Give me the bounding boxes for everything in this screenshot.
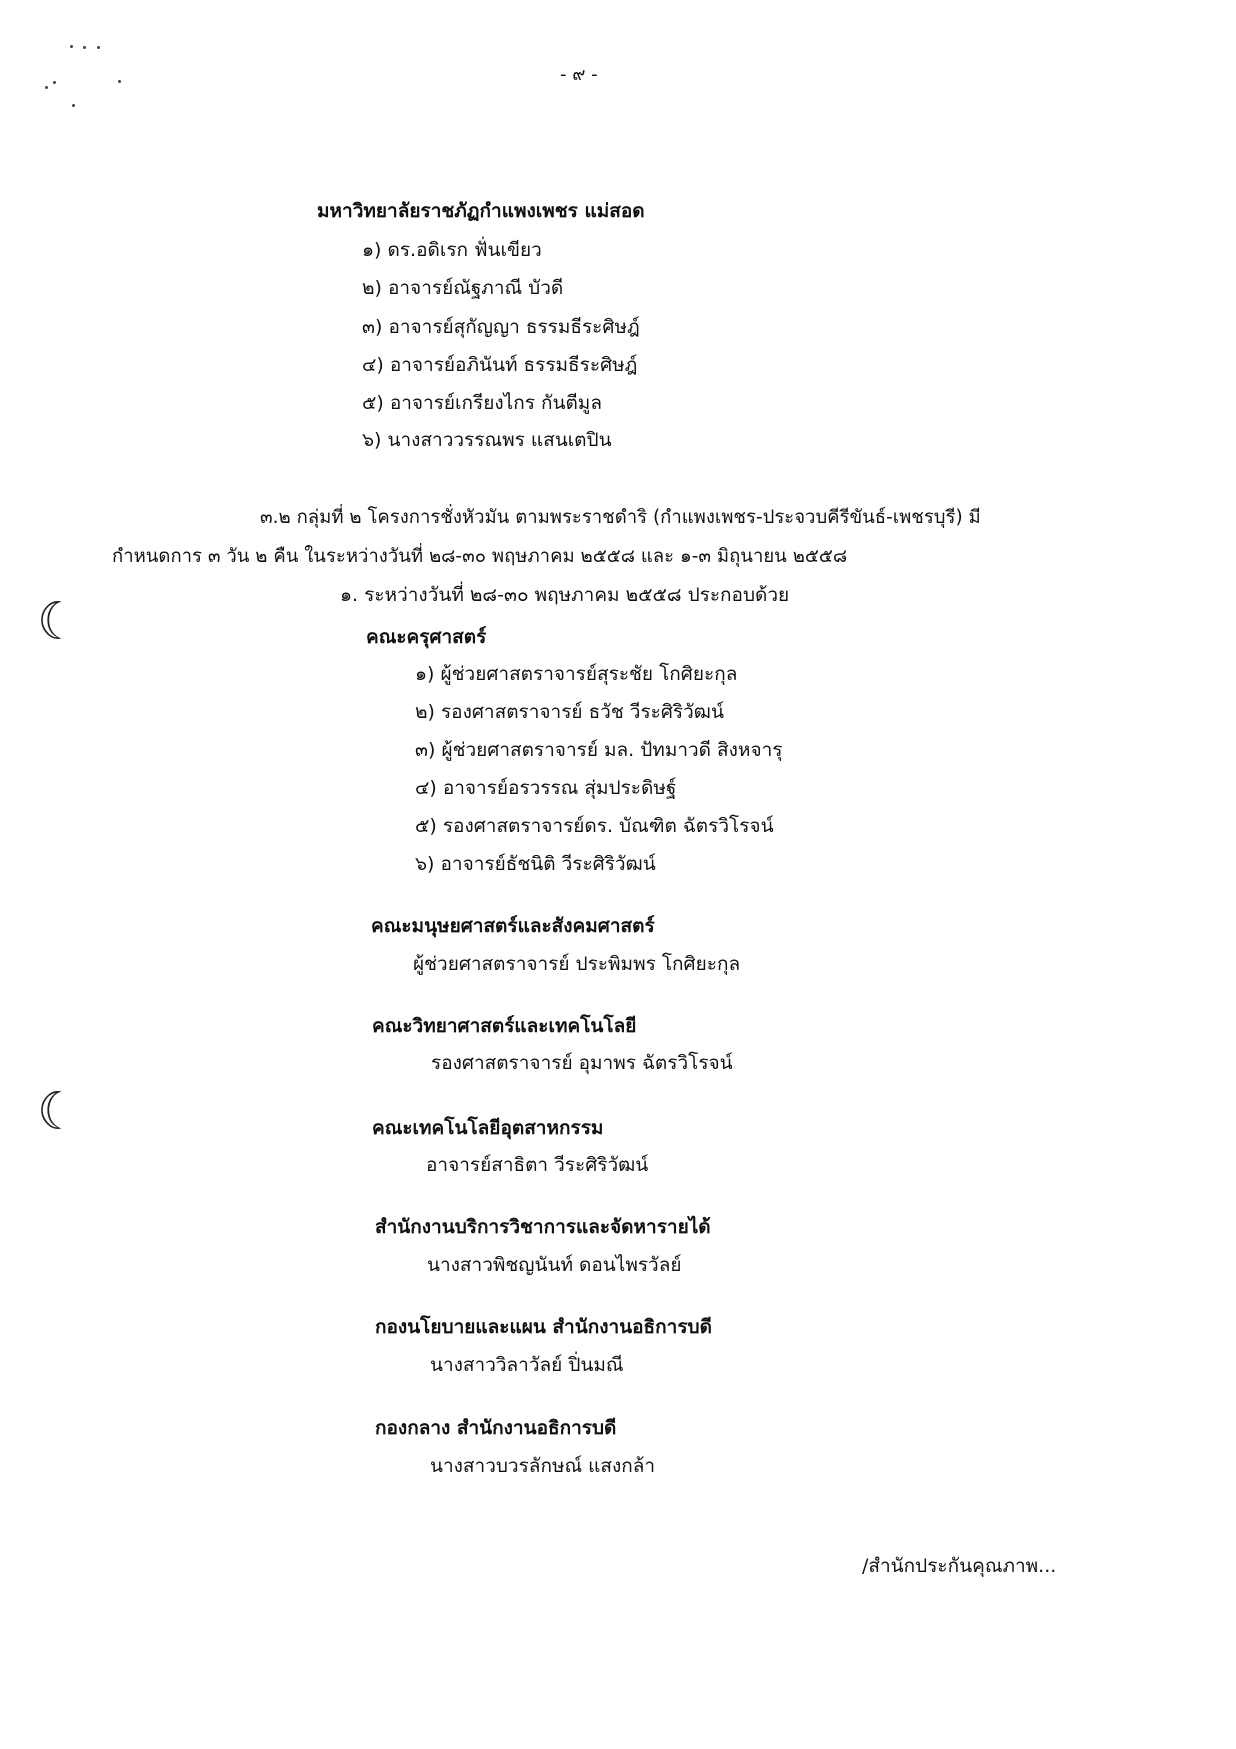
- unit-heading: สำนักงานบริการวิชาการและจัดหารายได้: [375, 1216, 711, 1238]
- faculty-education-heading: คณะครุศาสตร์: [366, 626, 487, 648]
- group2-paragraph-line1: ๓.๒ กลุ่มที่ ๒ โครงการชั่งหัวมัน ตามพระราชดำริ (กำแพงเพชร-ประจวบคีรีขันธ์-เพชรบุรี) มี: [260, 507, 981, 528]
- unit-member: นางสาวบวรลักษณ์ แสงกล้า: [430, 1455, 656, 1477]
- unit-member: นางสาวพิชญนันท์ ดอนไพรวัลย์: [427, 1254, 682, 1276]
- section1-member: ๔) อาจารย์อภินันท์ ธรรมธีระศิษฎ์: [362, 354, 638, 376]
- binding-hole-mark: ☾: [37, 1082, 78, 1142]
- unit-heading: กองกลาง สำนักงานอธิการบดี: [375, 1417, 617, 1439]
- faculty-education-member: ๔) อาจารย์อรวรรณ สุ่มประดิษฐ์: [415, 777, 677, 799]
- section1-member: ๒) อาจารย์ณัฐภาณี บัวดี: [362, 277, 564, 299]
- faculty-education-member: ๖) อาจารย์ธัชนิติ วีระศิริวัฒน์: [415, 853, 656, 875]
- binding-hole-mark: ☾: [37, 592, 78, 652]
- unit-heading: คณะเทคโนโลยีอุตสาหกรรม: [372, 1117, 604, 1139]
- scan-speck: [53, 81, 56, 84]
- faculty-education-member: ๓) ผู้ช่วยศาสตราจารย์ มล. ปัทมาวดี สิงหจารุ: [415, 739, 783, 761]
- unit-member: ผู้ช่วยศาสตราจารย์ ประพิมพร โกศิยะกุล: [413, 953, 741, 975]
- unit-member: รองศาสตราจารย์ อุมาพร ฉัตรวิโรจน์: [431, 1052, 733, 1074]
- section1-member: ๕) อาจารย์เกรียงไกร กันตีมูล: [362, 392, 602, 414]
- scan-speck: [97, 46, 100, 49]
- scan-speck: [83, 46, 86, 49]
- section1-member: ๓) อาจารย์สุกัญญา ธรรมธีระศิษฎ์: [362, 316, 640, 338]
- unit-member: อาจารย์สาธิตา วีระศิริวัฒน์: [426, 1154, 649, 1176]
- section1-heading: มหาวิทยาลัยราชภัฏกำแพงเพชร แม่สอด: [317, 200, 645, 222]
- section1-member: ๖) นางสาววรรณพร แสนเตปิน: [362, 429, 612, 451]
- faculty-education-member: ๑) ผู้ช่วยศาสตราจารย์สุระชัย โกศิยะกุล: [415, 663, 738, 685]
- scan-speck: [70, 45, 73, 48]
- page-number: - ๙ -: [560, 64, 598, 85]
- unit-heading: คณะมนุษยศาสตร์และสังคมศาสตร์: [371, 915, 655, 937]
- continuation-note: /สำนักประกันคุณภาพ...: [862, 1555, 1057, 1577]
- scan-speck: [45, 86, 48, 89]
- group2-paragraph-line2: กำหนดการ ๓ วัน ๒ คืน ในระหว่างวันที่ ๒๘-๓๐ พฤษภาคม ๒๕๕๘ และ ๑-๓ มิถุนายน ๒๕๕๘: [112, 546, 848, 567]
- faculty-education-member: ๒) รองศาสตราจารย์ ธวัช วีระศิริวัฒน์: [415, 701, 724, 723]
- unit-member: นางสาววิลาวัลย์ ปิ่นมณี: [430, 1354, 624, 1376]
- period-line: ๑. ระหว่างวันที่ ๒๘-๓๐ พฤษภาคม ๒๕๕๘ ประกอบด้วย: [340, 584, 790, 606]
- section1-member: ๑) ดร.อดิเรก ฟั่นเขียว: [362, 239, 542, 261]
- unit-heading: กองนโยบายและแผน สำนักงานอธิการบดี: [375, 1316, 712, 1338]
- scan-speck: [72, 104, 75, 107]
- scan-speck: [118, 80, 121, 83]
- faculty-education-member: ๕) รองศาสตราจารย์ดร. บัณฑิต ฉัตรวิโรจน์: [415, 815, 774, 837]
- unit-heading: คณะวิทยาศาสตร์และเทคโนโลยี: [372, 1015, 637, 1037]
